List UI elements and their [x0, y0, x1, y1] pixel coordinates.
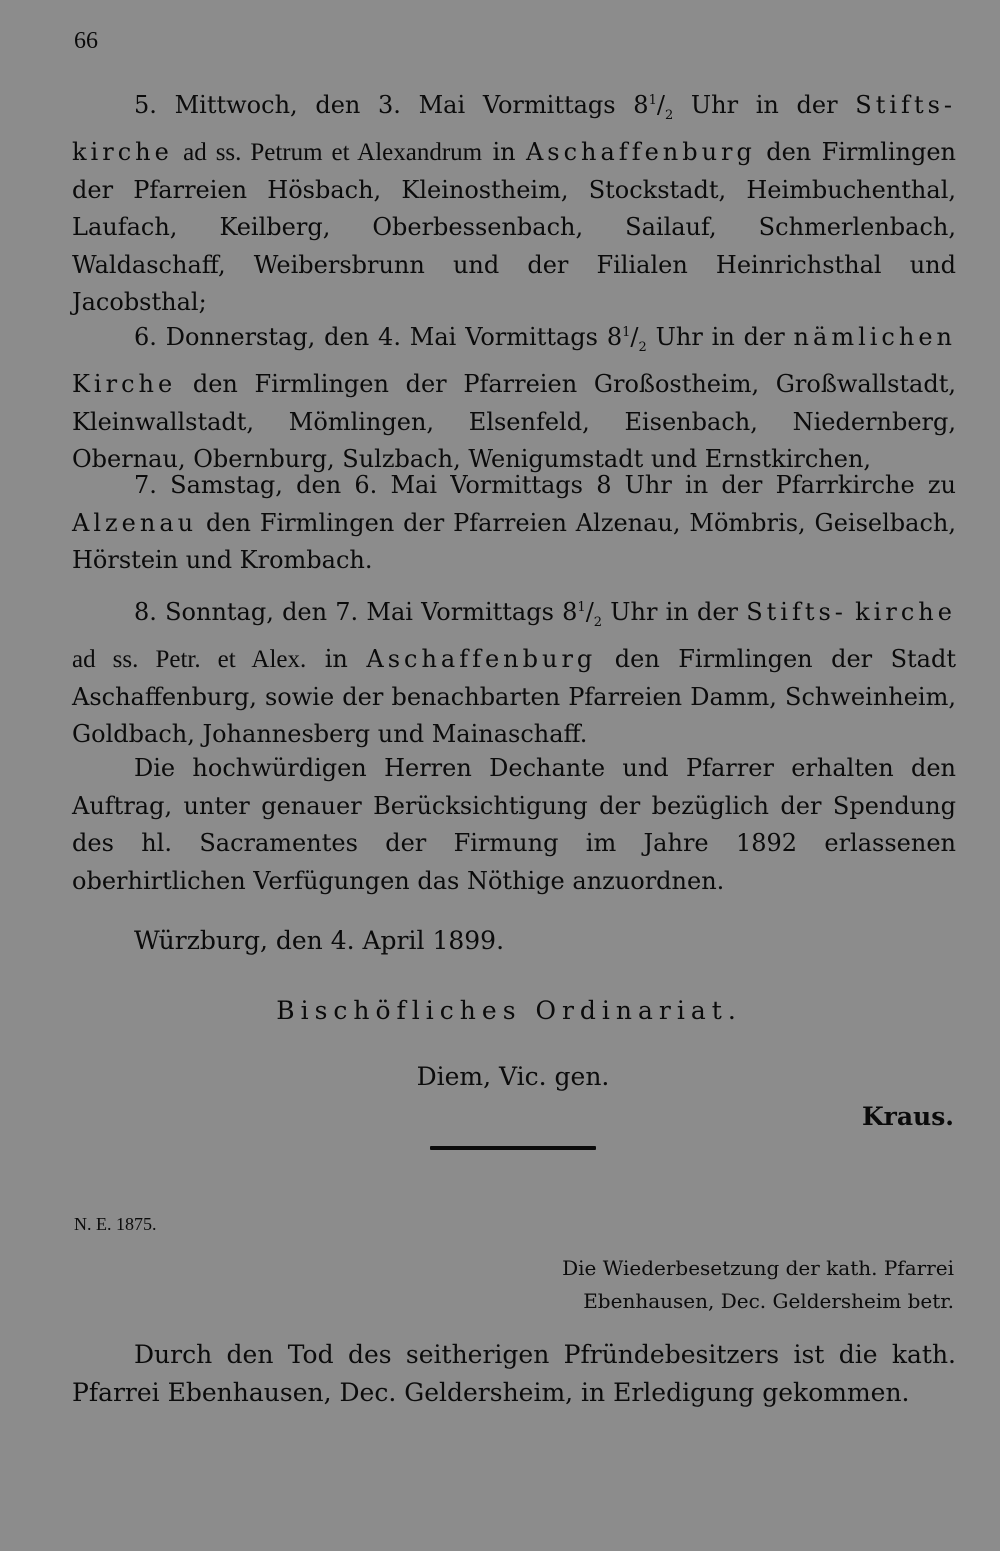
- item-place: Aschaffenburg: [366, 645, 597, 674]
- item-rest: den Firmlingen der Pfarreien Großostheim, Großwallstadt, Kleinwallstadt, Mömlingen, Elsenfeld, Eisenbach, Niedernberg, Obernau, Obernburg, Sulzbach, Wenigumstadt und Ernstkirchen,: [72, 370, 956, 474]
- item-place: Alzenau: [72, 508, 198, 537]
- item-number: 5.: [134, 91, 157, 119]
- issuing-authority: Bischöfliches Ordinariat.: [276, 996, 742, 1025]
- item-place: Aschaffenburg: [525, 138, 756, 167]
- vacancy-paragraph: [72, 1336, 956, 1412]
- confirmation-item-7: [72, 467, 956, 580]
- item-church-cont: kirche: [855, 598, 956, 626]
- item-day: Donnerstag,: [165, 323, 316, 351]
- time-frac-den: 2: [664, 107, 674, 123]
- subject-line-1: Die Wiederbesetzung der kath. Pfarrei: [562, 1256, 954, 1280]
- subject-heading: [434, 1252, 954, 1318]
- item-time: $8^1/_2$: [562, 598, 603, 630]
- confirmation-item-8: [72, 589, 956, 754]
- item-day: Samstag,: [170, 471, 283, 499]
- item-paragraph: [72, 314, 956, 479]
- item-date: den 3. Mai Vormittags: [315, 91, 616, 119]
- item-day: Sonntag,: [165, 598, 274, 626]
- vacancy-text: Durch den Tod des seitherigen Pfründebesitzers ist die kath. Pfarrei Ebenhausen, Dec. Geldersheim, in Erledigung gekommen.: [72, 1340, 956, 1407]
- item-church: Stifts-: [746, 598, 847, 626]
- item-church: nämlichen Kirche: [72, 323, 956, 399]
- signer-vicar-general: Diem, Vic. gen.: [416, 1062, 610, 1091]
- time-frac-num: 1: [622, 325, 631, 340]
- item-rest: den Firmlingen der Pfarreien Alzenau, Mömbris, Geiselbach, Hörstein und Krombach.: [72, 508, 956, 574]
- item-date: den 6. Mai Vormittags 8 Uhr in der Pfarrkirche zu: [296, 471, 956, 499]
- item-church: Stifts-: [855, 91, 957, 119]
- time-frac-num: 1: [648, 93, 657, 108]
- item-prep: in: [492, 138, 516, 167]
- time-whole: 8: [633, 91, 649, 119]
- signer-secretary: Kraus.: [861, 1102, 954, 1131]
- confirmation-item-6: [72, 314, 956, 479]
- time-frac-num: 1: [577, 600, 586, 615]
- item-time-unit: Uhr in der: [655, 323, 785, 351]
- item-rest: den Firmlingen der Stadt Aschaffenburg, sowie der benachbarten Pfarreien Damm, Schweinheim, Goldbach, Johannesberg und Mainaschaff.: [72, 645, 956, 749]
- item-paragraph: [72, 467, 956, 580]
- item-day: Mittwoch,: [174, 91, 298, 119]
- item-time: $8^1/_2$: [633, 91, 674, 123]
- item-date: den 4. Mai Vormittags: [324, 323, 598, 351]
- item-rest: den Firmlingen der Pfarreien Hösbach, Kleinostheim, Stockstadt, Heimbuchenthal, Laufach, Keilberg, Oberbessenbach, Sailauf, Schmerlenbach, Waldaschaff, Weibersbrunn und der Filialen Heinrichsthal und Jacobsthal;: [72, 138, 956, 317]
- instruction-text: Die hochwürdigen Herren Dechante und Pfarrer erhalten den Auftrag, unter genauer Berücksichtigung der bezüglich der Spendung des hl. Sacramentes der Firmung im Jahre 1892 erlassenen oberhirtlichen Verfügungen das Nöthige anzuordnen.: [72, 754, 956, 895]
- time-frac-den: 2: [593, 614, 603, 630]
- reference-number: N. E. 1875.: [74, 1214, 157, 1234]
- item-time: $8^1/_2$: [606, 323, 647, 355]
- item-latin: ad ss. Petrum et Alexandrum: [183, 139, 483, 167]
- instruction-paragraph: [72, 750, 956, 900]
- place-date: Würzburg, den 4. April 1899.: [134, 926, 505, 955]
- item-number: 7.: [134, 471, 157, 499]
- confirmation-item-5: [72, 82, 956, 322]
- item-number: 6.: [134, 323, 157, 351]
- time-whole: 8: [606, 323, 623, 351]
- item-number: 8.: [134, 598, 157, 626]
- item-paragraph: [72, 82, 956, 322]
- item-time-unit: Uhr in der: [690, 91, 838, 119]
- page-number: 66: [74, 28, 98, 54]
- time-whole: 8: [562, 598, 578, 626]
- item-prep: in: [324, 645, 348, 674]
- item-date: den 7. Mai Vormittags: [282, 598, 554, 626]
- item-latin: ad ss. Petr. et Alex.: [72, 646, 307, 674]
- subject-line-2: Ebenhausen, Dec. Geldersheim betr.: [583, 1289, 954, 1313]
- item-paragraph: [72, 589, 956, 754]
- item-time-unit: Uhr in der: [610, 598, 738, 626]
- item-church-cont: kirche: [72, 138, 173, 167]
- section-divider: [430, 1146, 596, 1150]
- time-frac-den: 2: [638, 339, 647, 355]
